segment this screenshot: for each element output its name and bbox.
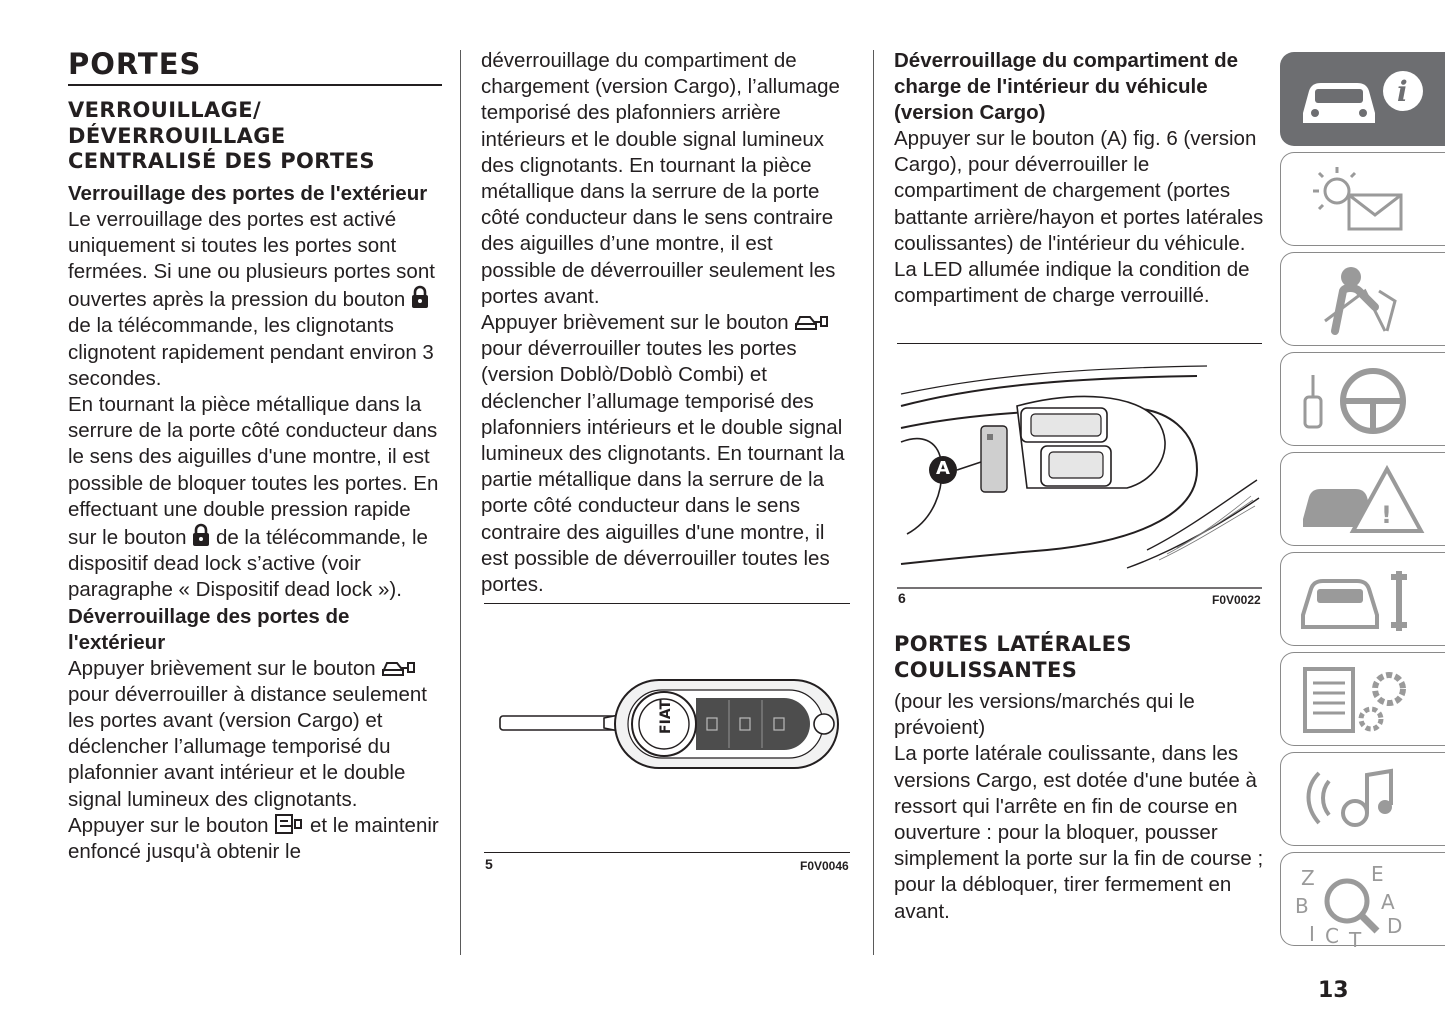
svg-text:FIAT: FIAT — [658, 699, 674, 734]
svg-text:!: ! — [1381, 501, 1392, 529]
page-title: PORTES — [68, 48, 442, 86]
lock-paragraph-2: En tournant la pièce métallique dans la serrure de la porte côté conducteur dans le sens des aiguilles d'une montre, il est possible de bloquer toutes les portes. En effectuant une double pression rapide sur le bouton de la télécommande, le dispositif dead lock s’active (voir paragraphe « Dispositif dead lock »). — [68, 392, 439, 602]
index-icon — [1295, 861, 1435, 947]
unlock-paragraph-2: Appuyer sur le bouton et le maintenir enfoncé jusqu'à obtenir le — [68, 813, 439, 863]
index-letter-d: D — [1387, 914, 1403, 938]
car-info-icon — [1295, 61, 1435, 137]
section-subtitle: VERROUILLAGE/ DÉVERROUILLAGE CENTRALISÉ DES PORTES — [68, 98, 375, 173]
figure-6-code: F0V0022 — [1212, 593, 1261, 607]
figure-5-top-rule — [484, 603, 850, 604]
figure-6-number: 6 — [898, 590, 906, 606]
index-letter-e: E — [1371, 862, 1384, 886]
tab-key-steering[interactable] — [1280, 352, 1445, 446]
column-divider-left — [460, 50, 461, 955]
tab-car-info[interactable] — [1280, 52, 1445, 146]
tab-multimedia[interactable] — [1280, 752, 1445, 846]
maintenance-icon — [1295, 561, 1435, 637]
figure-6-top-rule — [897, 343, 1262, 344]
index-letter-i: I — [1309, 922, 1315, 946]
tab-technical-data[interactable] — [1280, 652, 1445, 746]
column-2-paragraph-1: déverrouillage du compartiment de chargement (version Cargo), l’allumage temporisé des plafonniers arrière intérieurs et le double signal lumineux des clignotants. En tournant la pièce métallique dans la serrure de la porte côté conducteur dans le sens contraire des aiguilles d’une montre, il est possible de déverrouiller seulement les portes avant. — [481, 49, 840, 308]
tab-index[interactable] — [1280, 852, 1445, 946]
emergency-icon — [1295, 461, 1435, 537]
index-letter-c: C — [1325, 924, 1339, 947]
dashboard-lights-icon — [1295, 161, 1435, 237]
figure-5-number: 5 — [485, 856, 493, 872]
column-3 — [894, 48, 1266, 309]
technical-data-icon — [1295, 661, 1435, 737]
tab-emergency[interactable] — [1280, 452, 1445, 546]
figure-6-label-a: A — [936, 458, 950, 479]
index-letter-a: A — [1381, 890, 1395, 914]
tab-dashboard[interactable] — [1280, 152, 1445, 246]
index-letter-z: Z — [1301, 866, 1315, 890]
tab-maintenance[interactable] — [1280, 552, 1445, 646]
key-fob-illustration — [484, 620, 850, 840]
column-2-paragraph-2: Appuyer brièvement sur le bouton pour déverrouiller toutes les portes (version Doblò/Doblò Combi) et déclencher l’allumage temporisé des plafonniers intérieurs et le double signal lumineux des clignotants. En tournant la partie métallique dans la serrure de la porte côté conducteur dans le sens contraire des aiguilles d'une montre, il est possible de déverrouiller toutes les portes. — [481, 311, 845, 597]
column-2 — [481, 48, 853, 598]
svg-text:i: i — [1397, 75, 1408, 108]
trunk-unlock-icon — [274, 813, 304, 835]
unlock-heading: Déverrouillage des portes de l'extérieur — [68, 604, 350, 654]
sliding-doors-note: (pour les versions/marchés qui le prévoient) — [894, 690, 1195, 740]
tab-safety[interactable] — [1280, 252, 1445, 346]
lock-icon — [411, 285, 429, 309]
key-steering-icon — [1295, 361, 1435, 437]
sliding-doors-paragraph: La porte latérale coulissante, dans les versions Cargo, est dotée d'une butée à ressort qui l'arrête en fin de course en ouverture : pour la bloquer, pousser simplement la porte sur la fin de course ; pour la débloquer, tirer fermement en avant. — [894, 742, 1264, 923]
figure-5-bottom-rule — [484, 852, 850, 853]
figure-5-code: F0V0046 — [800, 859, 849, 873]
multimedia-icon — [1295, 761, 1435, 837]
page-number: 13 — [1318, 978, 1349, 1003]
lock-heading: Verrouillage des portes de l'extérieur — [68, 181, 428, 205]
lock-paragraph-1: Le verrouillage des portes est activé uniquement si toutes les portes sont fermées. Si une ou plusieurs portes sont ouvertes après la pression du bouton de la télécommande, les clignotants clignotent rapidement pendant environ 3 secondes. — [68, 207, 435, 390]
unlock-paragraph-1: Appuyer brièvement sur le bouton pour déverrouiller à distance seulement les portes avant (version Cargo) et déclencher l’allumage temporisé du plafonnier avant intérieur et le double signal lumineux des clignotants. — [68, 656, 427, 811]
safety-airbag-icon — [1295, 261, 1435, 337]
column-1 — [68, 48, 442, 865]
index-letter-t: T — [1349, 928, 1362, 947]
cargo-unlock-heading: Déverrouillage du compartiment de charge de l'intérieur du véhicule (version Cargo) — [894, 49, 1239, 124]
lock-icon — [192, 523, 210, 547]
sliding-doors-title: PORTES LATÉRALES COULISSANTES — [894, 632, 1132, 682]
unlock-car-icon — [381, 658, 417, 678]
cargo-unlock-paragraph: Appuyer sur le bouton (A) fig. 6 (version Cargo), pour déverrouiller le compartiment de chargement (portes battante arrière/hayon et portes latérales coulissantes) de l'intérieur du véhicule. La LED allumée indique la condition de compartiment de charge verrouillé. — [894, 127, 1264, 308]
column-divider-right — [873, 50, 874, 955]
unlock-car-icon — [794, 312, 830, 332]
index-letter-b: B — [1295, 894, 1309, 918]
sliding-doors-section — [894, 632, 1266, 925]
